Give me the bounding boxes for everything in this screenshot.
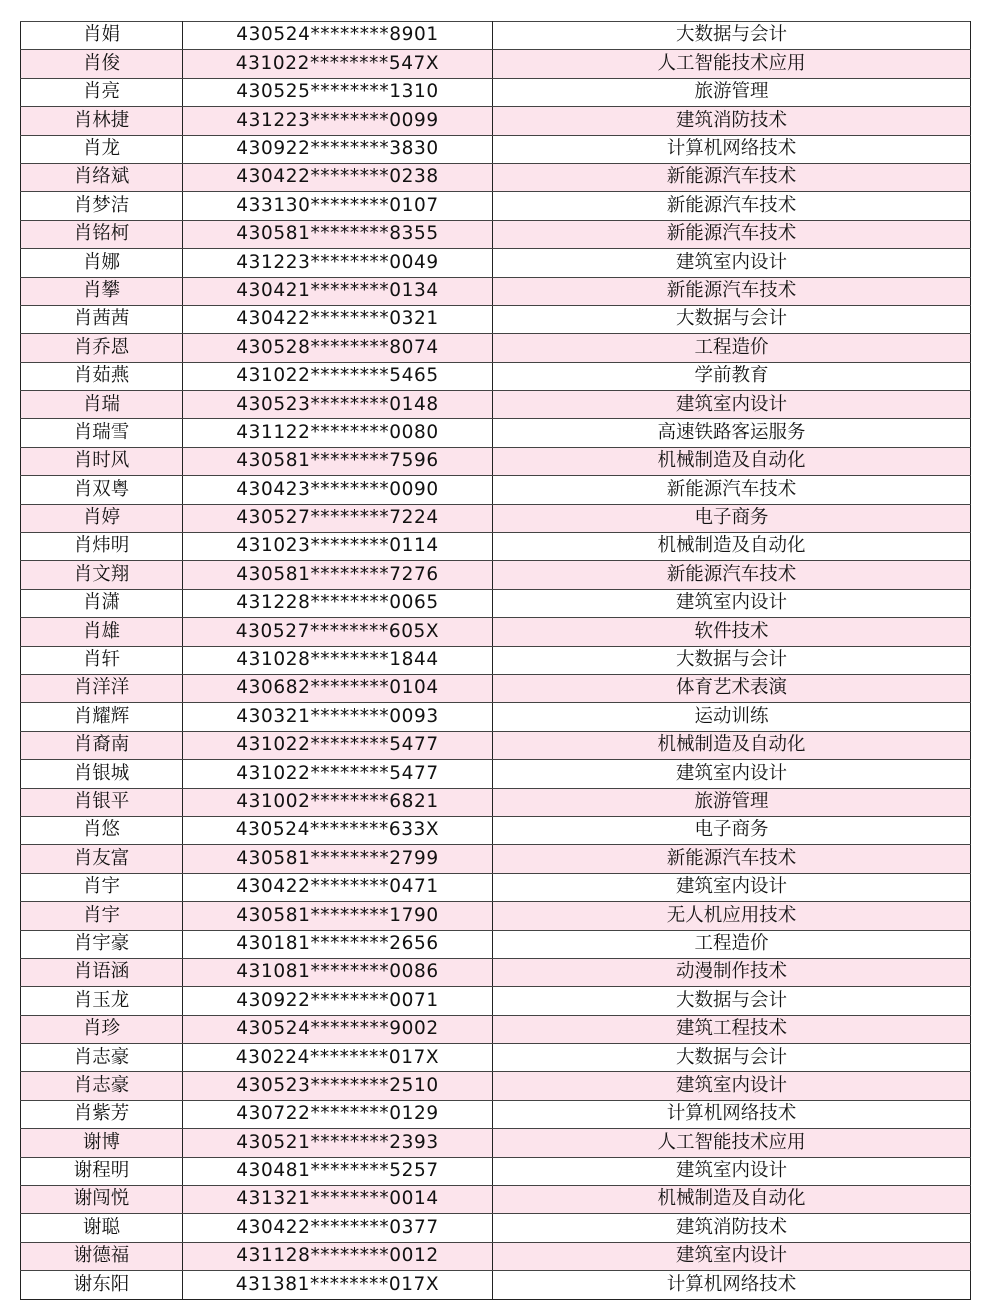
student-name-cell: 肖瑞雪 [21,419,183,447]
student-name-cell: 肖志豪 [21,1072,183,1100]
student-name-cell: 肖娜 [21,249,183,277]
table-row [21,419,971,447]
id-number-cell: 431022********5477 [183,731,493,759]
major-cell: 建筑室内设计 [493,1157,971,1185]
student-name-cell: 肖宇豪 [21,930,183,958]
major-cell: 软件技术 [493,618,971,646]
student-name-cell: 肖娟 [21,22,183,50]
major-cell: 人工智能技术应用 [493,50,971,78]
major-cell: 机械制造及自动化 [493,533,971,561]
major-cell: 工程造价 [493,334,971,362]
table-row [21,703,971,731]
major-cell: 新能源汽车技术 [493,845,971,873]
student-name-cell: 肖茜茜 [21,305,183,333]
table-row [21,618,971,646]
table-row [21,533,971,561]
table-row [21,277,971,305]
id-number-cell: 430682********0104 [183,674,493,702]
table-row [21,1157,971,1185]
id-number-cell: 431028********1844 [183,646,493,674]
student-name-cell: 肖银城 [21,760,183,788]
student-name-cell: 肖洋洋 [21,674,183,702]
major-cell: 大数据与会计 [493,305,971,333]
table-row [21,334,971,362]
id-number-cell: 430581********8355 [183,220,493,248]
major-cell: 电子商务 [493,816,971,844]
major-cell: 建筑室内设计 [493,873,971,901]
major-cell: 学前教育 [493,362,971,390]
major-cell: 人工智能技术应用 [493,1129,971,1157]
student-name-cell: 肖络斌 [21,163,183,191]
student-name-cell: 肖乔恩 [21,334,183,362]
id-number-cell: 430922********3830 [183,135,493,163]
major-cell: 新能源汽车技术 [493,476,971,504]
table-row [21,845,971,873]
table-row [21,163,971,191]
table-row [21,447,971,475]
student-name-cell: 谢东阳 [21,1271,183,1299]
student-name-cell: 肖玉龙 [21,987,183,1015]
table-row [21,561,971,589]
major-cell: 运动训练 [493,703,971,731]
table-row [21,731,971,759]
student-name-cell: 肖宇 [21,902,183,930]
table-row [21,192,971,220]
major-cell: 机械制造及自动化 [493,731,971,759]
id-number-cell: 430722********0129 [183,1100,493,1128]
id-number-cell: 431022********5465 [183,362,493,390]
id-number-cell: 431002********6821 [183,788,493,816]
id-number-cell: 430524********8901 [183,22,493,50]
table-row [21,22,971,50]
major-cell: 大数据与会计 [493,1044,971,1072]
id-number-cell: 431022********547X [183,50,493,78]
id-number-cell: 430521********2393 [183,1129,493,1157]
table-row [21,902,971,930]
id-number-cell: 430422********0471 [183,873,493,901]
id-number-cell: 430321********0093 [183,703,493,731]
id-number-cell: 431122********0080 [183,419,493,447]
major-cell: 无人机应用技术 [493,902,971,930]
major-cell: 建筑消防技术 [493,107,971,135]
id-number-cell: 430581********2799 [183,845,493,873]
table-row [21,220,971,248]
student-table-body [21,22,971,1300]
major-cell: 体育艺术表演 [493,674,971,702]
major-cell: 电子商务 [493,504,971,532]
id-number-cell: 433130********0107 [183,192,493,220]
id-number-cell: 430181********2656 [183,930,493,958]
major-cell: 新能源汽车技术 [493,163,971,191]
student-name-cell: 谢博 [21,1129,183,1157]
student-name-cell: 肖友富 [21,845,183,873]
id-number-cell: 431321********0014 [183,1186,493,1214]
student-name-cell: 肖林捷 [21,107,183,135]
student-name-cell: 肖文翔 [21,561,183,589]
table-row [21,816,971,844]
major-cell: 计算机网络技术 [493,1100,971,1128]
table-row [21,1214,971,1242]
major-cell: 建筑室内设计 [493,391,971,419]
student-name-cell: 肖轩 [21,646,183,674]
major-cell: 建筑室内设计 [493,1072,971,1100]
id-number-cell: 431381********017X [183,1271,493,1299]
student-name-cell: 肖潇 [21,589,183,617]
table-row [21,50,971,78]
student-name-cell: 谢聪 [21,1214,183,1242]
id-number-cell: 430423********0090 [183,476,493,504]
table-row [21,1242,971,1270]
table-row [21,1129,971,1157]
student-name-cell: 肖梦洁 [21,192,183,220]
student-name-cell: 肖裔南 [21,731,183,759]
id-number-cell: 431023********0114 [183,533,493,561]
id-number-cell: 431223********0099 [183,107,493,135]
student-name-cell: 肖雄 [21,618,183,646]
student-name-cell: 肖珍 [21,1015,183,1043]
major-cell: 旅游管理 [493,788,971,816]
major-cell: 大数据与会计 [493,646,971,674]
major-cell: 新能源汽车技术 [493,220,971,248]
student-table [20,21,971,1300]
table-row [21,873,971,901]
student-name-cell: 肖铭柯 [21,220,183,248]
student-name-cell: 肖攀 [21,277,183,305]
id-number-cell: 430527********605X [183,618,493,646]
id-number-cell: 430224********017X [183,1044,493,1072]
major-cell: 新能源汽车技术 [493,277,971,305]
id-number-cell: 430581********7276 [183,561,493,589]
student-name-cell: 肖龙 [21,135,183,163]
id-number-cell: 430528********8074 [183,334,493,362]
student-name-cell: 肖悠 [21,816,183,844]
major-cell: 工程造价 [493,930,971,958]
student-name-cell: 肖亮 [21,78,183,106]
table-row [21,1015,971,1043]
major-cell: 高速铁路客运服务 [493,419,971,447]
table-row [21,305,971,333]
major-cell: 建筑室内设计 [493,249,971,277]
table-row [21,504,971,532]
id-number-cell: 431022********5477 [183,760,493,788]
student-name-cell: 谢闯悦 [21,1186,183,1214]
id-number-cell: 430524********633X [183,816,493,844]
id-number-cell: 430422********0238 [183,163,493,191]
major-cell: 计算机网络技术 [493,1271,971,1299]
table-row [21,135,971,163]
student-name-cell: 肖时风 [21,447,183,475]
student-name-cell: 肖志豪 [21,1044,183,1072]
major-cell: 建筑室内设计 [493,760,971,788]
id-number-cell: 430581********7596 [183,447,493,475]
major-cell: 旅游管理 [493,78,971,106]
table-row [21,930,971,958]
major-cell: 建筑工程技术 [493,1015,971,1043]
table-row [21,674,971,702]
id-number-cell: 430481********5257 [183,1157,493,1185]
major-cell: 计算机网络技术 [493,135,971,163]
student-name-cell: 肖银平 [21,788,183,816]
table-row [21,1186,971,1214]
student-name-cell: 肖宇 [21,873,183,901]
table-row [21,1100,971,1128]
student-list-sheet [20,21,970,1300]
major-cell: 动漫制作技术 [493,958,971,986]
table-row [21,987,971,1015]
student-name-cell: 肖耀辉 [21,703,183,731]
table-row [21,249,971,277]
id-number-cell: 430421********0134 [183,277,493,305]
table-row [21,391,971,419]
id-number-cell: 430523********0148 [183,391,493,419]
student-name-cell: 肖瑞 [21,391,183,419]
id-number-cell: 430523********2510 [183,1072,493,1100]
id-number-cell: 430524********9002 [183,1015,493,1043]
id-number-cell: 431228********0065 [183,589,493,617]
table-row [21,476,971,504]
student-name-cell: 肖婷 [21,504,183,532]
id-number-cell: 431081********0086 [183,958,493,986]
major-cell: 新能源汽车技术 [493,192,971,220]
student-name-cell: 谢程明 [21,1157,183,1185]
id-number-cell: 430422********0321 [183,305,493,333]
table-row [21,1271,971,1299]
student-name-cell: 肖俊 [21,50,183,78]
id-number-cell: 430922********0071 [183,987,493,1015]
id-number-cell: 430525********1310 [183,78,493,106]
table-row [21,788,971,816]
table-row [21,1044,971,1072]
student-name-cell: 肖语涵 [21,958,183,986]
major-cell: 建筑室内设计 [493,589,971,617]
student-name-cell: 肖茹燕 [21,362,183,390]
table-row [21,958,971,986]
id-number-cell: 431128********0012 [183,1242,493,1270]
id-number-cell: 431223********0049 [183,249,493,277]
student-name-cell: 肖紫芳 [21,1100,183,1128]
major-cell: 机械制造及自动化 [493,447,971,475]
major-cell: 机械制造及自动化 [493,1186,971,1214]
id-number-cell: 430581********1790 [183,902,493,930]
table-row [21,107,971,135]
student-name-cell: 肖双粤 [21,476,183,504]
table-row [21,78,971,106]
table-row [21,589,971,617]
table-row [21,760,971,788]
major-cell: 建筑消防技术 [493,1214,971,1242]
table-row [21,646,971,674]
student-name-cell: 肖炜明 [21,533,183,561]
major-cell: 大数据与会计 [493,987,971,1015]
table-row [21,1072,971,1100]
major-cell: 大数据与会计 [493,22,971,50]
major-cell: 新能源汽车技术 [493,561,971,589]
table-row [21,362,971,390]
id-number-cell: 430527********7224 [183,504,493,532]
major-cell: 建筑室内设计 [493,1242,971,1270]
id-number-cell: 430422********0377 [183,1214,493,1242]
student-name-cell: 谢德福 [21,1242,183,1270]
